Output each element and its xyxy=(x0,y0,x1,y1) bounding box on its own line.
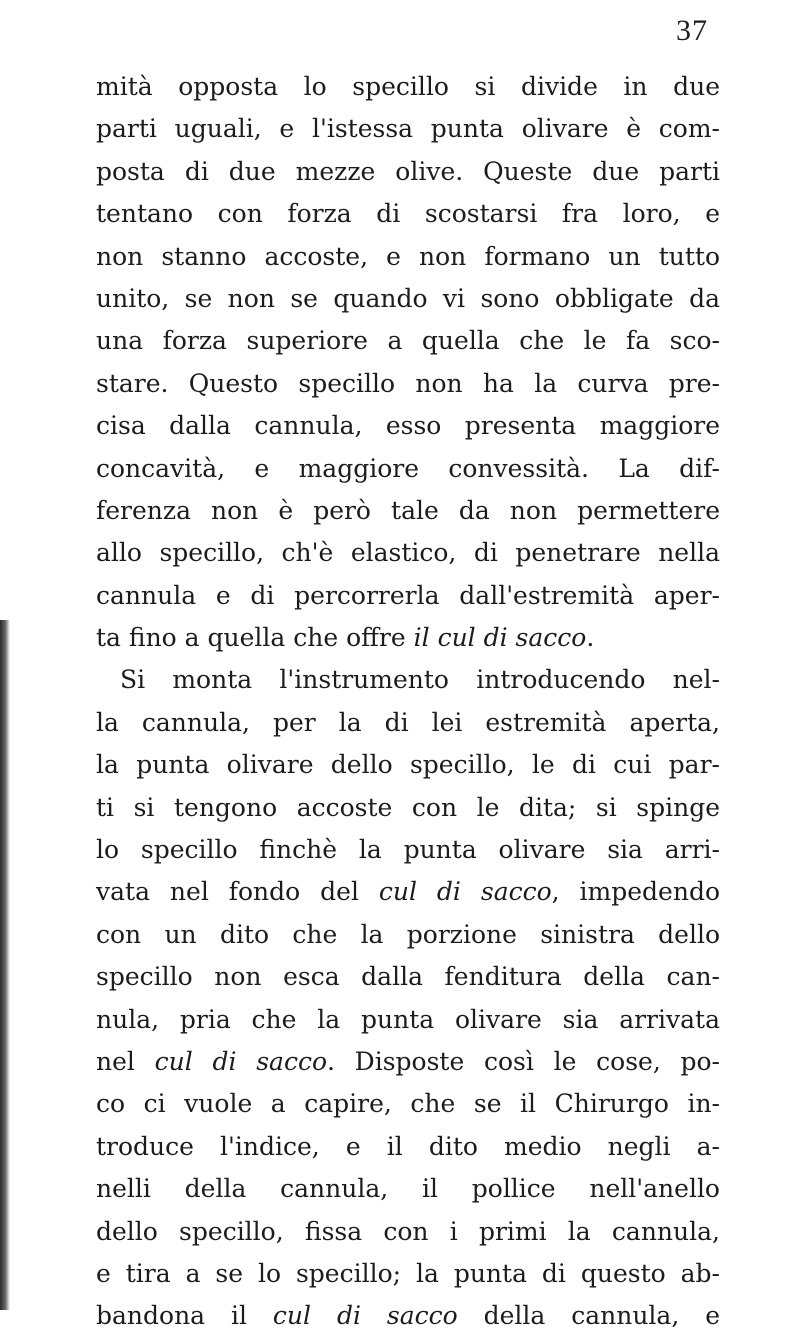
text-segment: allo specillo, ch'è elastico, di penetrare nella xyxy=(96,538,720,568)
text-segment: parti uguali, e l'istessa punta olivare è com- xyxy=(96,114,720,144)
text-segment: e tira a se lo specillo; la punta di questo ab- xyxy=(96,1258,720,1288)
text-segment: dello specillo, fissa con i primi la cannula, xyxy=(96,1216,720,1246)
italic-phrase: cul di sacco xyxy=(378,877,552,907)
italic-phrase: il cul di sacco xyxy=(413,623,587,653)
text-segment: troduce l'indice, e il dito medio negli a- xyxy=(96,1131,720,1161)
text-segment: co ci vuole a capire, che se il Chirurgo in- xyxy=(96,1089,720,1119)
text-line xyxy=(96,1083,720,1125)
text-segment: la cannula, per la di lei estremità aperta, xyxy=(96,707,720,737)
text-segment: nelli della cannula, il pollice nell'anello xyxy=(96,1174,720,1204)
text-segment: stare. Questo specillo non ha la curva pre- xyxy=(96,368,720,398)
text-segment: ti si tengono accoste con le dita; si spinge xyxy=(96,792,720,822)
text-segment: . Disposte così le cose, po- xyxy=(327,1046,721,1076)
text-segment: . xyxy=(586,623,595,653)
text-segment: la punta olivare dello specillo, le di cui par- xyxy=(96,750,720,780)
text-segment: specillo non esca dalla fenditura della can- xyxy=(96,962,720,992)
text-line xyxy=(96,1253,720,1295)
text-segment: nula, pria che la punta olivare sia arrivata xyxy=(96,1004,720,1034)
text-line xyxy=(96,108,720,150)
text-segment: una forza superiore a quella che le fa sco- xyxy=(96,326,720,356)
text-line xyxy=(96,66,720,108)
text-segment: nel xyxy=(96,1046,155,1076)
text-line xyxy=(96,405,720,447)
text-line xyxy=(96,702,720,744)
text-segment: con un dito che la porzione sinistra dello xyxy=(96,919,720,949)
text-line xyxy=(96,363,720,405)
text-line xyxy=(96,193,720,235)
text-line xyxy=(96,744,720,786)
text-segment: unito, se non se quando vi sono obbligate da xyxy=(96,283,720,313)
text-line xyxy=(96,278,720,320)
text-line xyxy=(96,1295,720,1337)
italic-phrase: cul di sacco xyxy=(154,1046,327,1076)
text-line xyxy=(96,956,720,998)
text-line xyxy=(96,829,720,871)
text-line xyxy=(96,151,720,193)
text-line xyxy=(96,490,720,532)
body-text xyxy=(96,66,720,1338)
text-line xyxy=(96,787,720,829)
text-segment: tentano con forza di scostarsi fra loro, e xyxy=(96,199,720,229)
text-line xyxy=(96,1126,720,1168)
binding-shadow xyxy=(0,620,10,1310)
page-number: 37 xyxy=(676,14,708,47)
text-line xyxy=(96,1211,720,1253)
text-line xyxy=(96,871,720,913)
text-segment: , impedendo xyxy=(551,877,720,907)
text-line xyxy=(96,914,720,956)
text-line xyxy=(96,532,720,574)
text-segment: non stanno accoste, e non formano un tutto xyxy=(96,241,720,271)
text-segment: concavità, e maggiore convessità. La dif- xyxy=(96,453,720,483)
text-line xyxy=(96,659,720,701)
text-segment: ferenza non è però tale da non permettere xyxy=(96,495,720,525)
text-line xyxy=(96,999,720,1041)
text-line xyxy=(96,575,720,617)
text-segment: lo specillo finchè la punta olivare sia arri- xyxy=(96,835,720,865)
text-segment: della cannula, e xyxy=(457,1301,720,1331)
text-segment: cannula e di percorrerla dall'estremità aper- xyxy=(96,580,720,610)
italic-phrase: cul di sacco xyxy=(272,1301,458,1331)
text-line xyxy=(96,1041,720,1083)
text-line xyxy=(96,617,720,659)
text-line xyxy=(96,320,720,362)
text-segment: cisa dalla cannula, esso presenta maggiore xyxy=(96,411,720,441)
text-line xyxy=(96,1168,720,1210)
text-segment: bandona il xyxy=(96,1301,273,1331)
text-segment: ta fino a quella che offre xyxy=(96,623,414,653)
text-segment: posta di due mezze olive. Queste due parti xyxy=(96,156,720,186)
text-segment: mità opposta lo specillo si divide in due xyxy=(96,72,720,101)
text-segment: vata nel fondo del xyxy=(96,877,379,907)
text-segment: Si monta l'instrumento introducendo nel- xyxy=(120,665,720,695)
text-line xyxy=(96,448,720,490)
text-line xyxy=(96,236,720,278)
